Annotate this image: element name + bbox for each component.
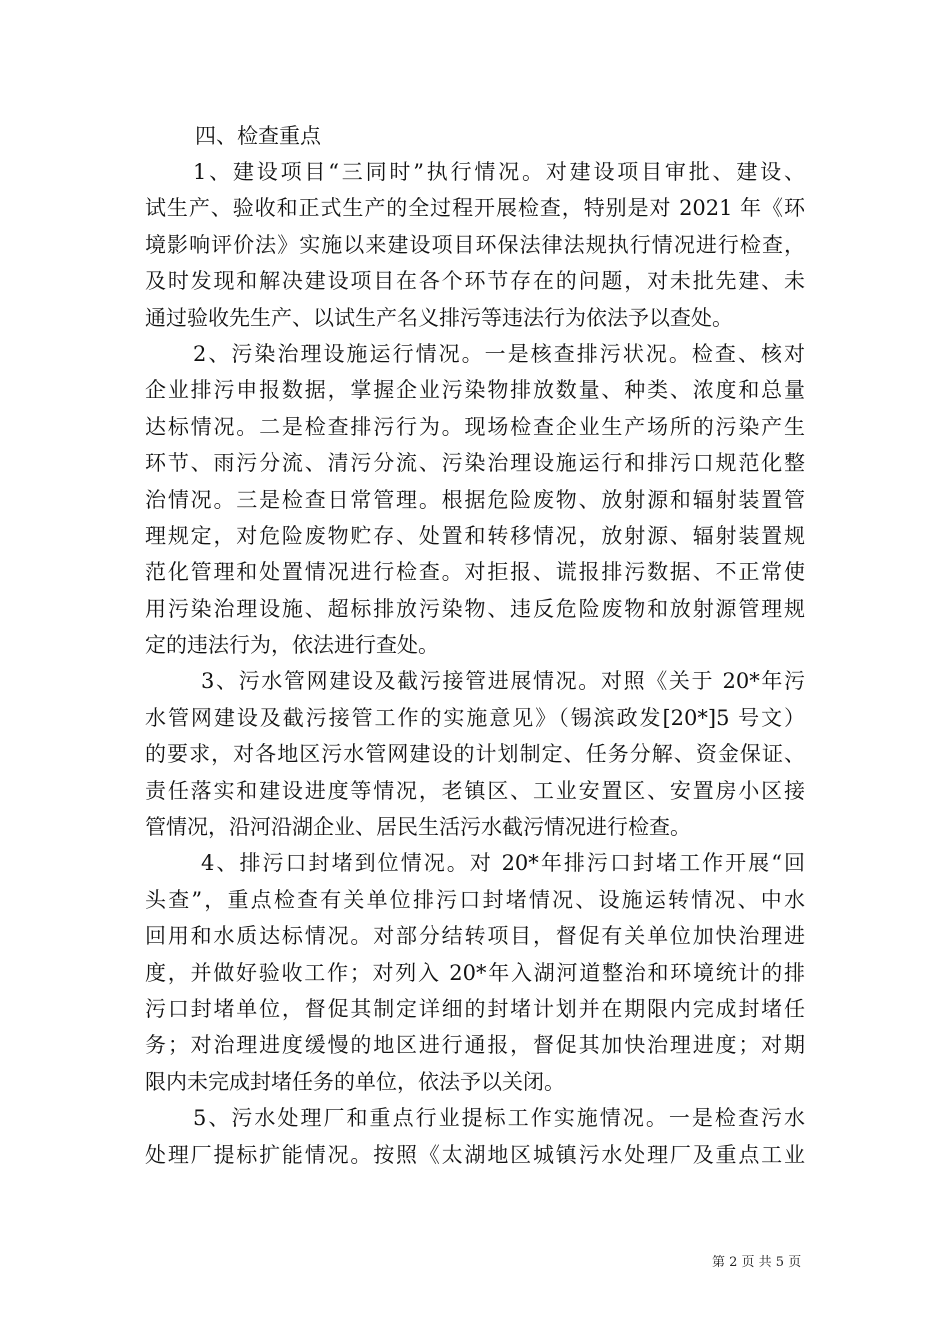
- paragraph-line: 理规定，对危险废物贮存、处置和转移情况，放射源、辐射装置规: [145, 523, 805, 548]
- paragraph-line: 通过验收先生产、以试生产名义排污等违法行为依法予以查处。: [145, 305, 733, 330]
- paragraph-line: 3、污水管网建设及截污接管进展情况。对照《关于 20*年污: [201, 669, 805, 694]
- paragraph-line: 定的违法行为，依法进行查处。: [145, 633, 439, 658]
- paragraph-line: 回用和水质达标情况。对部分结转项目，督促有关单位加快治理进: [145, 924, 805, 949]
- paragraph-line: 试生产、验收和正式生产的全过程开展检查，特别是对 2021 年《环: [145, 196, 805, 221]
- paragraph-line: 2、污染治理设施运行情况。一是核查排污状况。检查、核对: [193, 341, 805, 366]
- paragraph-line: 范化管理和处置情况进行检查。对拒报、谎报排污数据、不正常使: [145, 560, 805, 585]
- paragraph-line: 处理厂提标扩能情况。按照《太湖地区城镇污水处理厂及重点工业: [145, 1142, 805, 1167]
- paragraph-line: 4、排污口封堵到位情况。对 20*年排污口封堵工作开展“回: [201, 851, 805, 876]
- paragraph-line: 限内未完成封堵任务的单位，依法予以关闭。: [145, 1069, 565, 1094]
- paragraph-line: 治情况。三是检查日常管理。根据危险废物、放射源和辐射装置管: [145, 487, 805, 512]
- paragraph-line: 及时发现和解决建设项目在各个环节存在的问题，对未批先建、未: [145, 269, 805, 294]
- paragraph-line: 污口封堵单位，督促其制定详细的封堵计划并在期限内完成封堵任: [145, 996, 805, 1021]
- paragraph-line: 境影响评价法》实施以来建设项目环保法律法规执行情况进行检查，: [145, 232, 805, 257]
- paragraph-line: 5、污水处理厂和重点行业提标工作实施情况。一是检查污水: [193, 1106, 805, 1131]
- paragraph-line: 务；对治理进度缓慢的地区进行通报，督促其加快治理进度；对期: [145, 1033, 805, 1058]
- paragraph-line: 管情况，沿河沿湖企业、居民生活污水截污情况进行检查。: [145, 815, 691, 840]
- paragraph-line: 度，并做好验收工作；对列入 20*年入湖河道整治和环境统计的排: [145, 960, 805, 985]
- paragraph-1: [145, 154, 805, 336]
- document-body: [145, 118, 805, 1173]
- paragraph-line: 环节、雨污分流、清污分流、污染治理设施运行和排污口规范化整: [145, 451, 805, 476]
- paragraph-line: 责任落实和建设进度等情况，老镇区、工业安置区、安置房小区接: [145, 778, 805, 803]
- paragraph-line: 水管网建设及截污接管工作的实施意见》（锡滨政发[20*]5 号文）: [145, 705, 805, 730]
- paragraph-line: 1、建设项目“三同时”执行情况。对建设项目审批、建设、: [193, 160, 805, 184]
- paragraph-line: 的要求，对各地区污水管网建设的计划制定、任务分解、资金保证、: [145, 742, 805, 767]
- paragraph-line: 企业排污申报数据，掌握企业污染物排放数量、种类、浓度和总量: [145, 378, 805, 403]
- paragraph-3: [145, 663, 805, 845]
- paragraph-line: 用污染治理设施、超标排放污染物、违反危险废物和放射源管理规: [145, 596, 805, 621]
- section-heading: 四、检查重点: [195, 124, 321, 148]
- paragraph-4: [145, 845, 805, 1100]
- page-number: 第 2 页 共 5 页: [712, 1255, 802, 1270]
- paragraph-line: 达标情况。二是检查排污行为。现场检查企业生产场所的污染产生: [145, 414, 805, 439]
- paragraph-5: [145, 1100, 805, 1173]
- paragraph-2: [145, 336, 805, 664]
- paragraph-line: 头查”，重点检查有关单位排污口封堵情况、设施运转情况、中水: [145, 887, 805, 912]
